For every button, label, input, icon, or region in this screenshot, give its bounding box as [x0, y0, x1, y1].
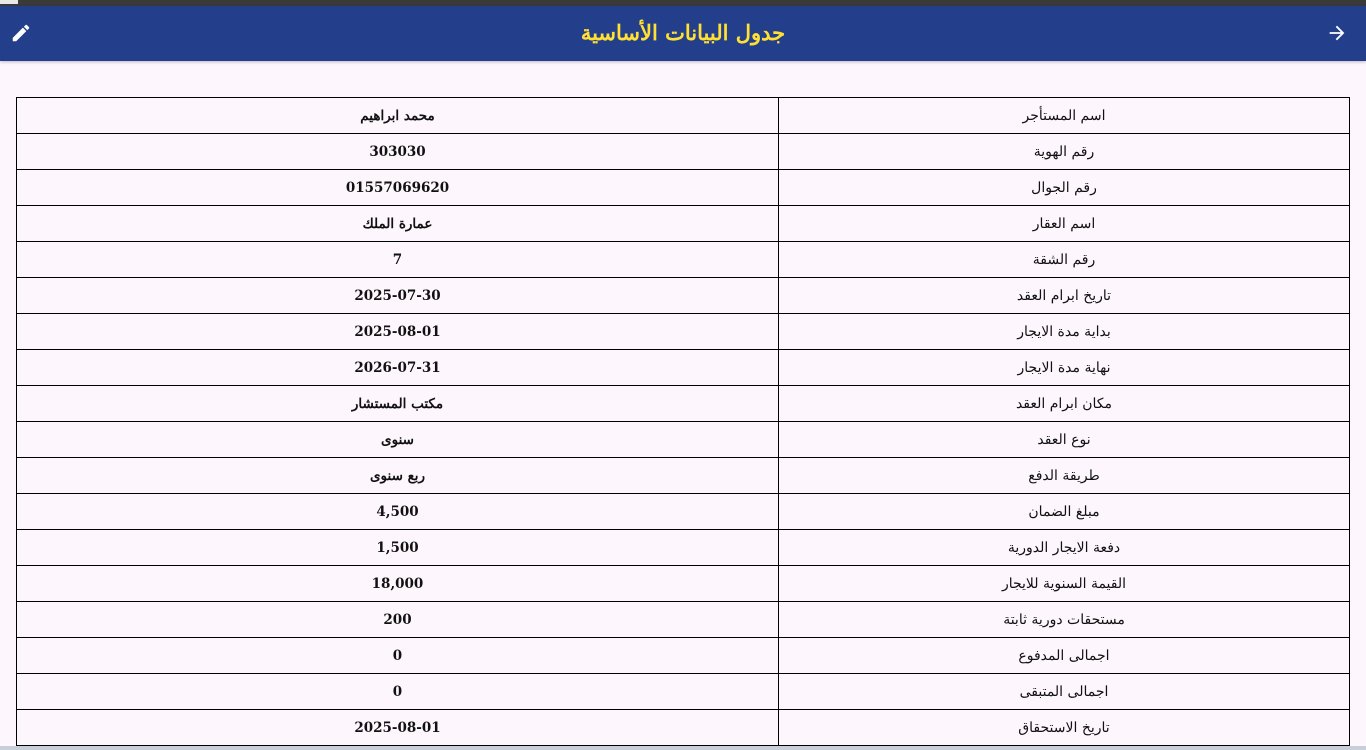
row-label: نهاية مدة الايجار [779, 350, 1350, 386]
row-label: اجمالى المدفوع [779, 638, 1350, 674]
table-row [17, 134, 1350, 170]
row-value: 0 [17, 638, 779, 674]
back-button[interactable] [1322, 18, 1352, 48]
table-body [17, 98, 1350, 746]
row-label: مبلغ الضمان [779, 494, 1350, 530]
row-label: دفعة الايجار الدورية [779, 530, 1350, 566]
table-row [17, 422, 1350, 458]
table-row [17, 170, 1350, 206]
page-title: جدول البيانات الأساسية [580, 20, 786, 45]
row-label: اسم المستأجر [779, 98, 1350, 134]
row-value: 2025-08-01 [17, 710, 779, 746]
basic-data-table [16, 97, 1350, 746]
row-label: رقم الجوال [779, 170, 1350, 206]
row-label: مستحقات دورية ثابتة [779, 602, 1350, 638]
table-row [17, 314, 1350, 350]
row-label: القيمة السنوية للايجار [779, 566, 1350, 602]
table-row [17, 98, 1350, 134]
row-value: سنوى [17, 422, 779, 458]
row-value: 7 [17, 242, 779, 278]
row-label: مكان ابرام العقد [779, 386, 1350, 422]
table-row [17, 242, 1350, 278]
table-row [17, 206, 1350, 242]
row-label: نوع العقد [779, 422, 1350, 458]
row-label: رقم الشقة [779, 242, 1350, 278]
row-value: 1,500 [17, 530, 779, 566]
row-label: اجمالى المتبقى [779, 674, 1350, 710]
table-row [17, 602, 1350, 638]
row-value: عمارة الملك [17, 206, 779, 242]
table-row [17, 530, 1350, 566]
window-corner-mark [0, 0, 18, 4]
row-value: 2025-07-30 [17, 278, 779, 314]
bottom-strip [0, 746, 1366, 750]
row-label: رقم الهوية [779, 134, 1350, 170]
table-row [17, 638, 1350, 674]
table-row [17, 386, 1350, 422]
table-row [17, 710, 1350, 746]
row-value: مكتب المستشار [17, 386, 779, 422]
row-value: 2026-07-31 [17, 350, 779, 386]
row-label: تاريخ ابرام العقد [779, 278, 1350, 314]
table-row [17, 674, 1350, 710]
app-bar [0, 6, 1366, 61]
row-value: محمد ابراهيم [17, 98, 779, 134]
row-value: 2025-08-01 [17, 314, 779, 350]
row-label: طريقة الدفع [779, 458, 1350, 494]
row-value: 0 [17, 674, 779, 710]
row-value: ربع سنوى [17, 458, 779, 494]
row-label: تاريخ الاستحقاق [779, 710, 1350, 746]
row-label: اسم العقار [779, 206, 1350, 242]
table-row [17, 458, 1350, 494]
row-value: 303030 [17, 134, 779, 170]
row-value: 200 [17, 602, 779, 638]
table-row [17, 350, 1350, 386]
arrow-right-icon [1326, 22, 1348, 44]
table-row [17, 278, 1350, 314]
row-value: 4,500 [17, 494, 779, 530]
row-value: 18,000 [17, 566, 779, 602]
row-value: 01557069620 [17, 170, 779, 206]
table-row [17, 494, 1350, 530]
row-label: بداية مدة الايجار [779, 314, 1350, 350]
table-row [17, 566, 1350, 602]
